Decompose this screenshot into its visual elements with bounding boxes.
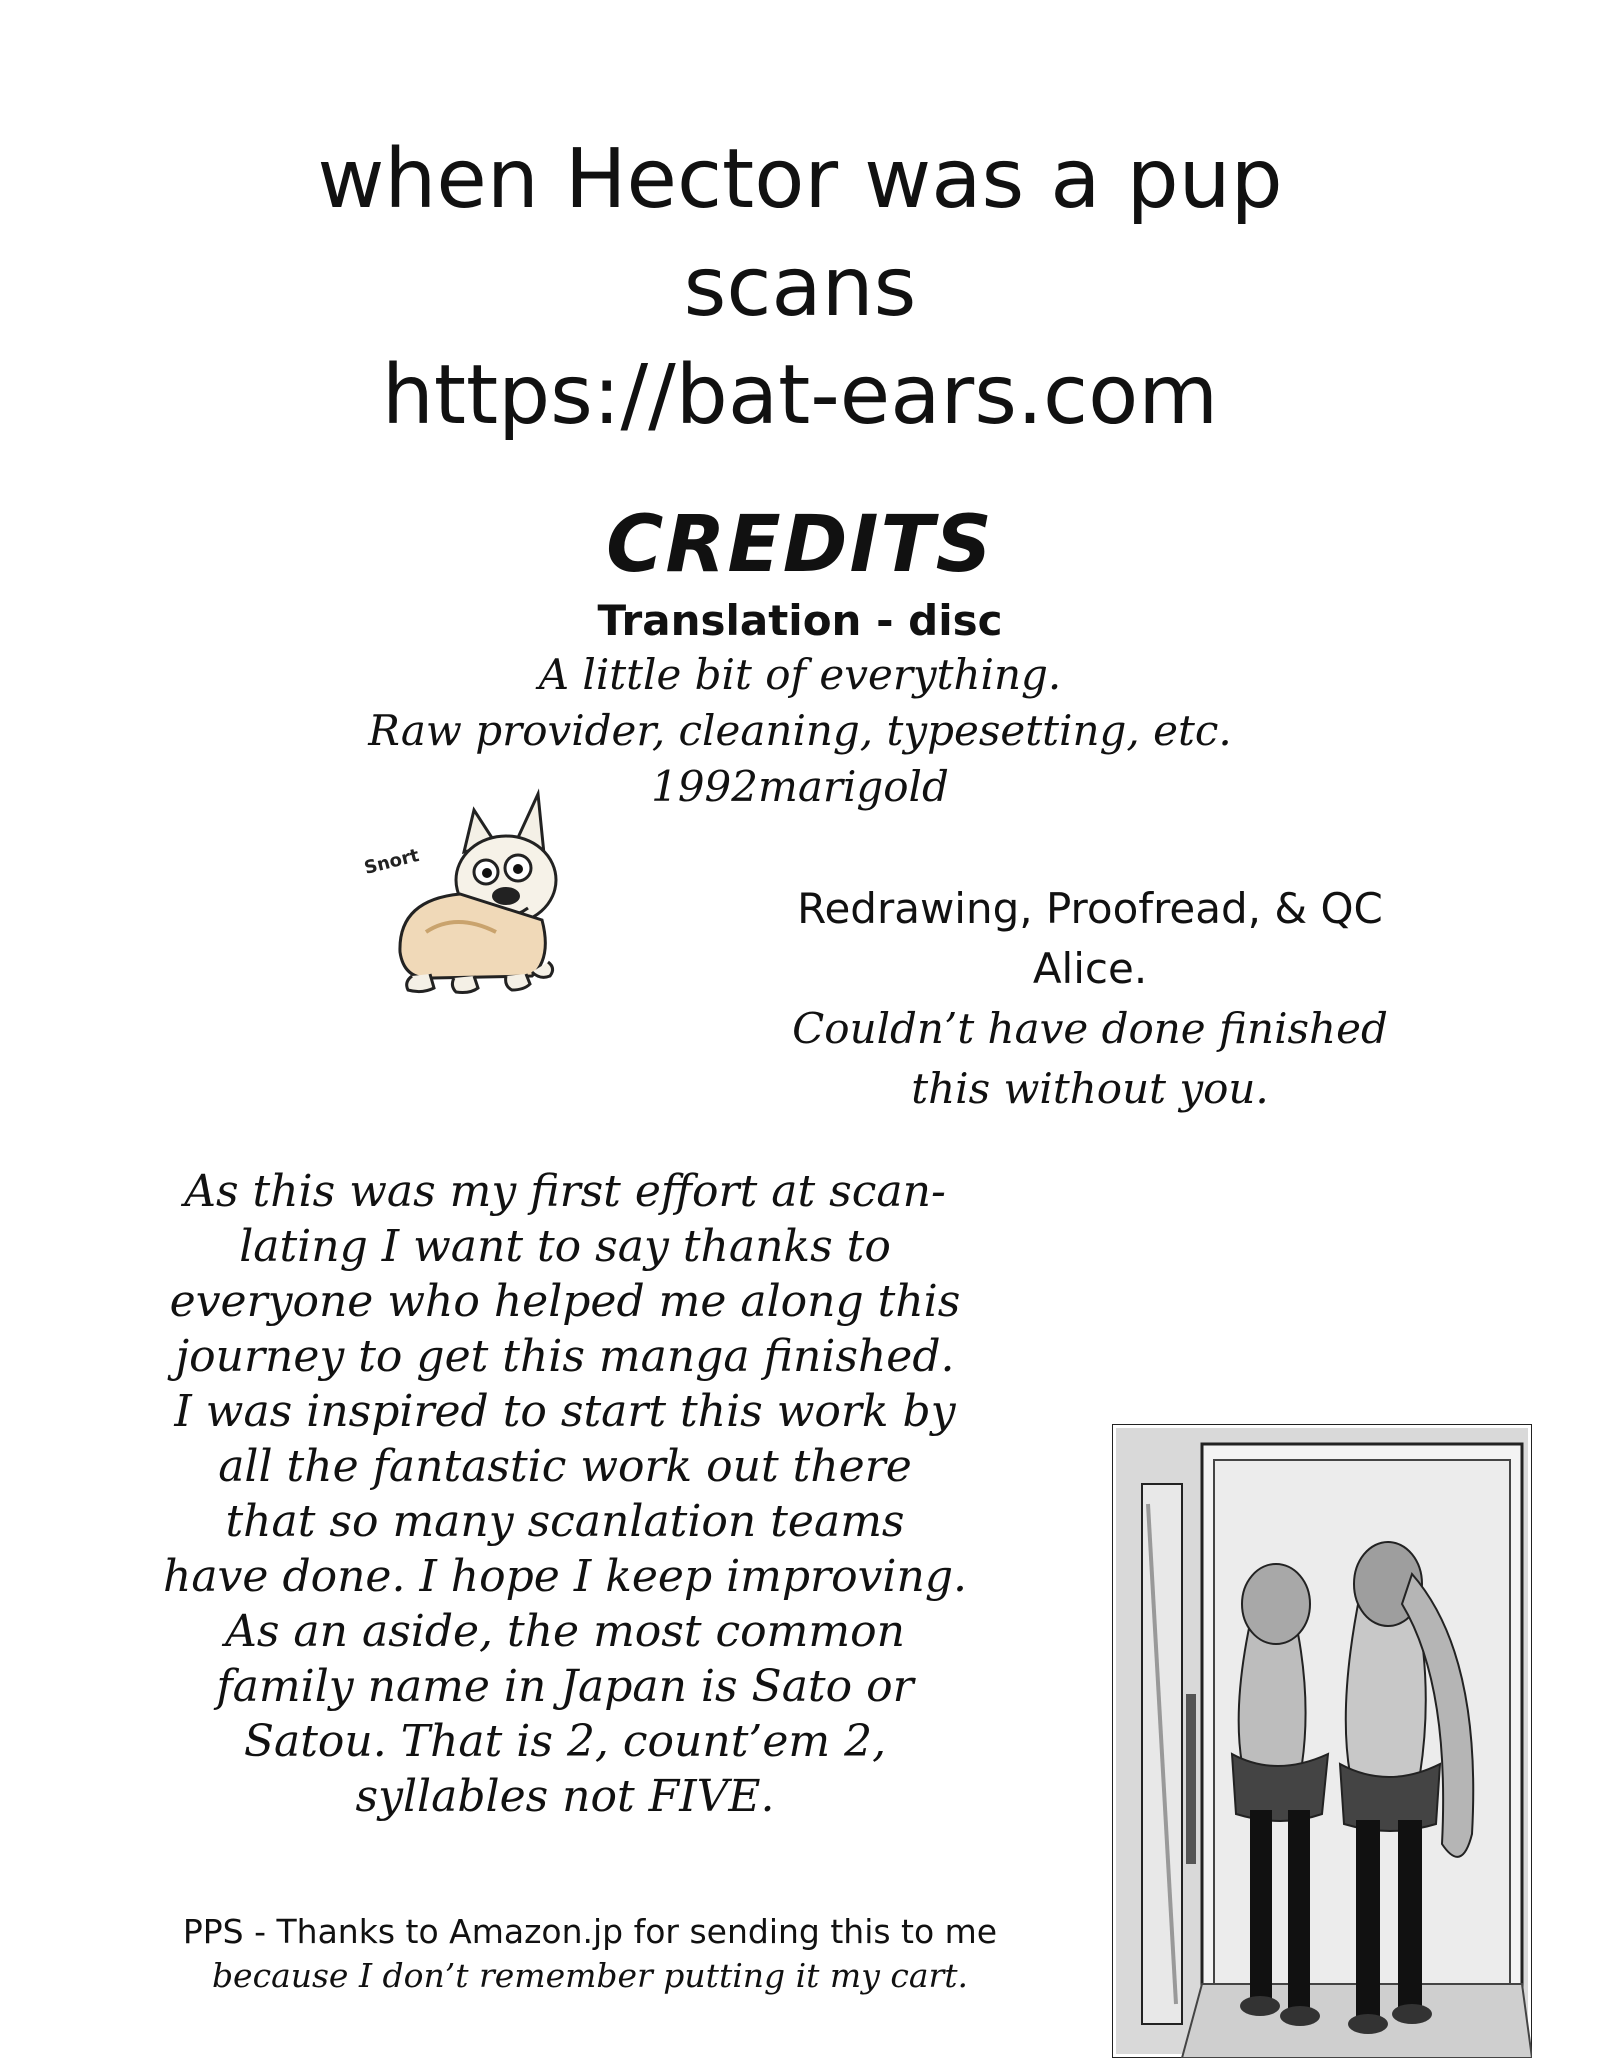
raw-provider-credit: Raw provider, cleaning, typesetting, etc. <box>368 706 1232 755</box>
translation-credit: Translation - disc <box>597 596 1003 645</box>
site-subtitle: scans <box>683 240 917 335</box>
credits-heading: CREDITS <box>606 500 994 590</box>
site-title: when Hector was a pup <box>317 132 1283 227</box>
message-line-6: all the fantastic work out there <box>218 1441 912 1492</box>
contributor-name: 1992marigold <box>651 762 949 811</box>
redraw-credit: Redrawing, Proofread, & QC <box>797 884 1383 933</box>
message-line-9: As an aside, the most common <box>225 1606 905 1657</box>
message-line-2: lating I want to say thanks to <box>239 1221 891 1272</box>
message-line-7: that so many scanlation teams <box>225 1496 905 1547</box>
message-line-10: family name in Japan is Sato or <box>216 1661 914 1712</box>
redraw-name: Alice. <box>1032 944 1148 993</box>
message-line-8: have done. I hope I keep improving. <box>162 1551 967 1602</box>
pps-line-1: PPS - Thanks to Amazon.jp for sending this to me <box>182 1912 998 1951</box>
message-line-5: I was inspired to start this work by <box>174 1386 956 1437</box>
site-url: https://bat-ears.com <box>381 348 1219 443</box>
message-line-3: everyone who helped me along this <box>169 1276 961 1327</box>
snort-label: Snort <box>362 845 422 879</box>
message-line-4: journey to get this manga finished. <box>175 1331 955 1382</box>
message-line-12: syllables not FIVE. <box>355 1771 775 1822</box>
bulldog-illustration <box>356 782 566 1002</box>
redraw-note-line-2: this without you. <box>911 1064 1269 1113</box>
everything-credit: A little bit of everything. <box>538 650 1062 699</box>
manga-panel-illustration <box>1112 1424 1532 2058</box>
message-line-11: Satou. That is 2, count’em 2, <box>243 1716 887 1767</box>
redraw-note-line-1: Couldn’t have done finished <box>792 1004 1388 1053</box>
message-line-1: As this was my first effort at scan- <box>184 1166 946 1217</box>
pps-line-2: because I don’t remember putting it my cart. <box>211 1956 969 1995</box>
